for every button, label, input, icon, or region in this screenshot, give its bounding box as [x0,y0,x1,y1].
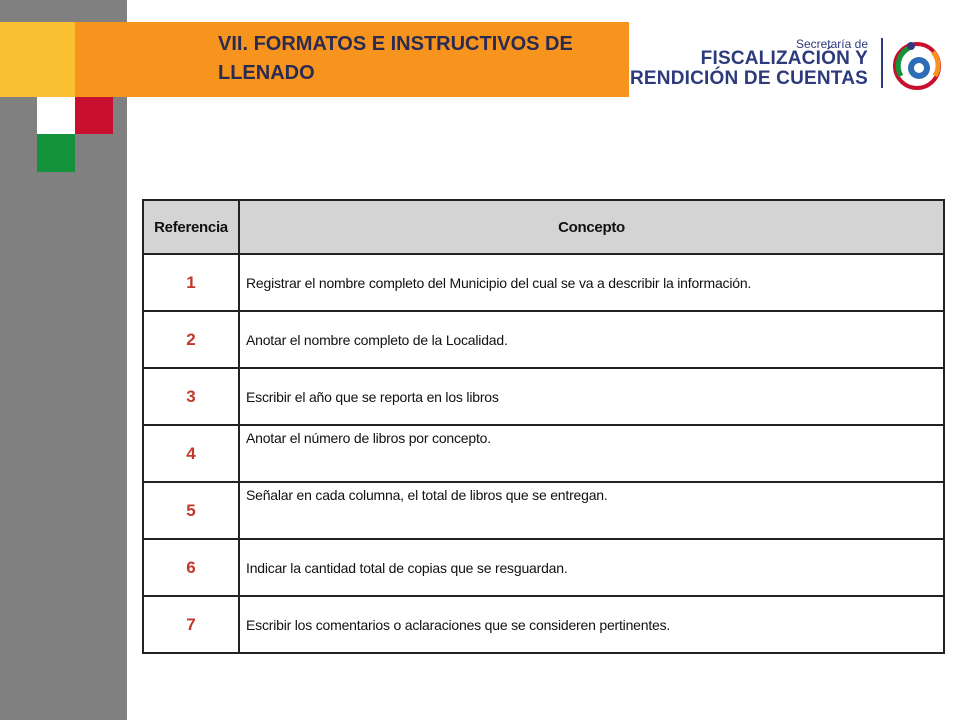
logo-line-2: FISCALIZACIÓN Y [700,48,868,69]
row-reference: 4 [143,425,239,482]
row-reference: 3 [143,368,239,425]
row-concept: Escribir los comentarios o aclaraciones que se consideren pertinentes. [239,596,944,653]
row-concept: Señalar en cada columna, el total de libros que se entregan. [239,482,944,539]
table-row [143,482,944,539]
secretaria-logo [630,34,945,94]
row-reference: 1 [143,254,239,311]
decor-red-square [75,97,113,134]
table-row [143,425,944,482]
emblem-icon [889,36,945,92]
table-row [143,311,944,368]
table-row [143,596,944,653]
decor-yellow-square [0,22,75,97]
row-reference: 6 [143,539,239,596]
reference-table [142,199,945,654]
header-concepto: Concepto [239,200,944,254]
table-row [143,368,944,425]
header-referencia: Referencia [143,200,239,254]
logo-line-1: Secretaría de [795,37,868,51]
row-reference: 2 [143,311,239,368]
page-title: VII. FORMATOS E INSTRUCTIVOS DE LLENADO [218,33,573,84]
logo-divider [881,38,883,88]
decor-white-square [37,97,75,134]
row-concept: Anotar el nombre completo de la Localidad. [239,311,944,368]
logo-line-3: RENDICIÓN DE CUENTAS [630,68,868,89]
row-concept: Registrar el nombre completo del Municipio del cual se va a describir la información. [239,254,944,311]
row-concept: Escribir el año que se reporta en los libros [239,368,944,425]
row-concept: Indicar la cantidad total de copias que se resguardan. [239,539,944,596]
table-header-row [143,200,944,254]
decor-green-square [37,134,75,172]
row-reference: 7 [143,596,239,653]
row-concept: Anotar el número de libros por concepto. [239,425,944,482]
table-row [143,539,944,596]
table-row [143,254,944,311]
row-reference: 5 [143,482,239,539]
